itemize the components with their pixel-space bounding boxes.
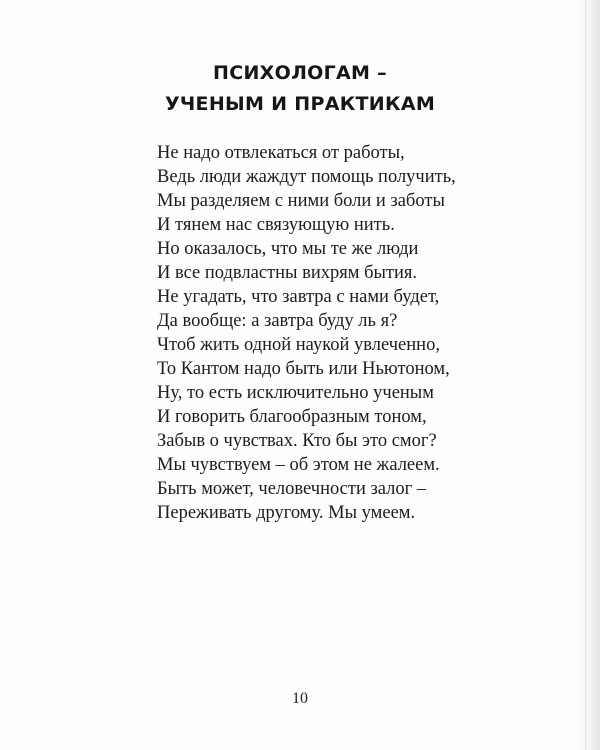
poem-line: Забыв о чувствах. Кто бы это смог? [157,431,437,451]
poem-line: Чтоб жить одной наукой увлеченно, [157,335,440,355]
poem-line: Переживать другому. Мы умеем. [157,503,416,523]
poem-line: И все подвластны вихрям бытия. [157,263,418,283]
poem-line: То Кантом надо быть или Ньютоном, [157,359,450,379]
poem-line: Ну, то есть исключительно ученым [157,383,434,403]
poem-line: И тянем нас связующую нить. [157,215,395,235]
poem-line: Но оказалось, что мы те же люди [157,239,419,259]
poem-line: И говорить благообразным тоном, [157,407,427,427]
poem-line: Мы разделяем с ними боли и заботы [157,191,445,211]
poem-body [157,141,456,525]
poem-line: Да вообще: а завтра буду ль я? [157,311,398,331]
poem-title-line-1: ПСИХОЛОГАМ – [213,62,387,84]
poem-line: Не надо отвлекаться от работы, [157,143,405,163]
poem-line: Не угадать, что завтра с нами будет, [157,287,440,307]
poem-line: Быть может, человечности залог – [157,479,427,499]
poem-title-line-2: УЧЕНЫМ И ПРАКТИКАМ [164,93,436,115]
poem-line: Мы чувствуем – об этом не жалеем. [157,455,440,475]
page-number: 10 [292,690,308,707]
poem-line: Ведь люди жаждут помощь получить, [157,167,456,187]
